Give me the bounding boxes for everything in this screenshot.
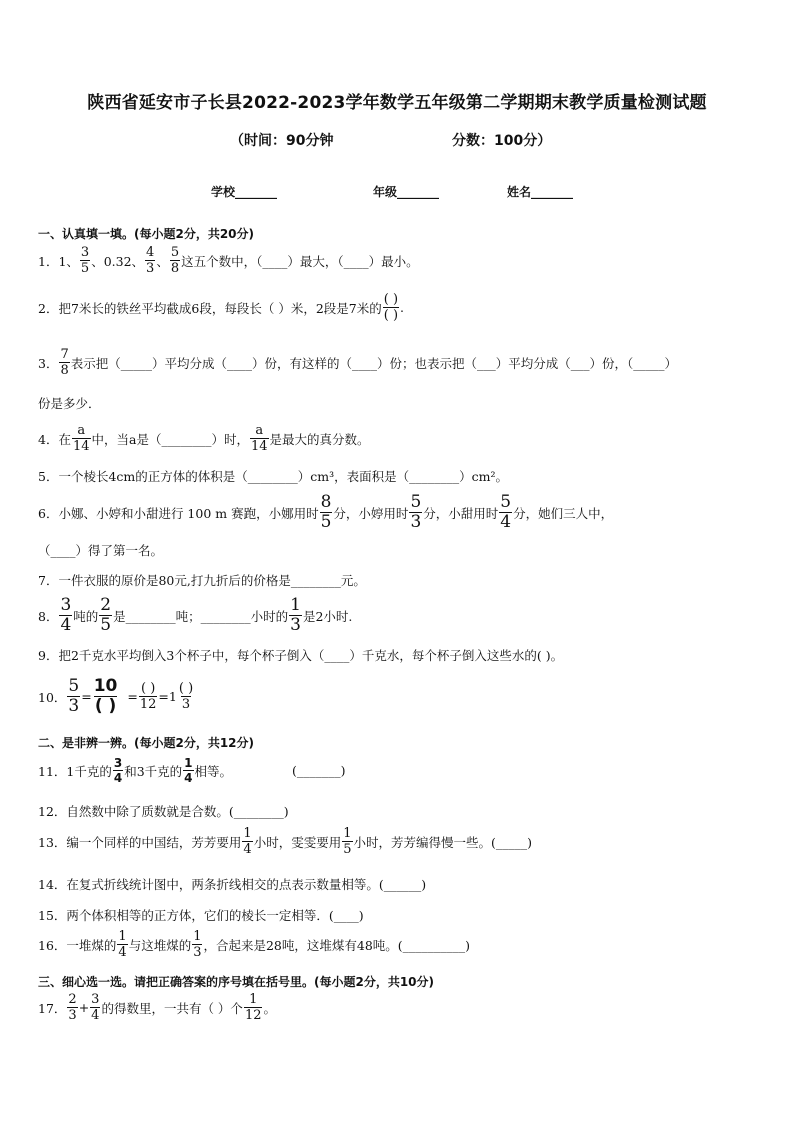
q1-fraction-2: $\frac{4}{3}$: [146, 245, 155, 276]
q10-fraction-3: $\frac{( )}{12}$: [139, 681, 157, 712]
q16-fraction-2: $\frac{1}{3}$: [193, 929, 202, 960]
question-12: 12．自然数中除了质数就是合数。(________): [38, 804, 289, 819]
q2-fraction-blank: $\frac{( )}{( )}$: [383, 292, 399, 323]
question-11: 11．1千克的 $\frac{3}{4}$ 和3千克的 $\frac{1}{4}$ 相等。 (_______): [38, 756, 346, 785]
section-1-heading: 一、认真填一填。(每小题2分，共20分): [38, 227, 255, 241]
question-13: 13．编一个同样的中国结，芳芳要用 $\frac{1}{4}$ 小时，雯雯要用 $\frac{1}{5}$ 小时，芳芳编得慢一些。(_____): [38, 826, 533, 857]
question-10: 10． $\frac{5}{3}$ = $\frac{10}{( )}$ = $\frac{( )}{12}$ =1 $\frac{( )}{3}$: [38, 676, 194, 716]
question-6-line-2: （____）得了第一名。: [38, 543, 164, 558]
exam-time: （时间：90分钟: [230, 133, 334, 149]
q17-fraction-2: $\frac{3}{4}$: [91, 992, 100, 1023]
q3-fraction: $\frac{7}{8}$: [60, 347, 69, 378]
q6-fraction-2: $\frac{5}{3}$: [410, 492, 422, 532]
q1-text: 1．1、: [38, 253, 79, 269]
q10-fraction-4: $\frac{( )}{3}$: [178, 681, 194, 712]
question-16: 16．一堆煤的 $\frac{1}{4}$ 与这堆煤的 $\frac{1}{3}$ ，合起来是28吨，这堆煤有48吨。(__________): [38, 929, 471, 960]
q17-fraction-3: $\frac{1}{12}$: [244, 992, 262, 1023]
q6-fraction-3: $\frac{5}{4}$: [500, 492, 512, 532]
grade-field: 年级_______: [373, 185, 440, 199]
question-17: 17． $\frac{2}{3}$ + $\frac{3}{4}$ 的得数里，一共有（ ）个 $\frac{1}{12}$ 。: [38, 992, 276, 1023]
section-3-heading: 三、细心选一选。请把正确答案的序号填在括号里。(每小题2分，共10分): [38, 975, 435, 989]
q16-fraction-1: $\frac{1}{4}$: [118, 929, 127, 960]
q10-fraction-1: $\frac{5}{3}$: [68, 676, 80, 716]
question-14: 14．在复式折线统计图中，两条折线相交的点表示数量相等。(______): [38, 877, 427, 892]
question-7: 7．一件衣服的原价是80元,打九折后的价格是________元。: [38, 573, 366, 588]
q8-fraction-3: $\frac{1}{3}$: [290, 595, 301, 635]
q11-fraction-1: $\frac{3}{4}$: [113, 756, 123, 785]
q3-text: 表示把（_____）平均分成（____）份，有这样的（____）份；也表示把（___）平均分成（___）份，（_____）: [70, 355, 677, 371]
question-3: 3． $\frac{7}{8}$ 表示把（_____）平均分成（____）份，有这样的（____）份；也表示把（___）平均分成（___）份，（_____）: [38, 347, 677, 378]
question-8: 8． $\frac{3}{4}$ 吨的 $\frac{2}{5}$ 是________吨；________小时的 $\frac{1}{3}$ 是2小时.: [38, 595, 353, 635]
q1-text: 这五个数中，（____）最大，（____）最小。: [181, 253, 419, 269]
q1-text: 、: [156, 253, 169, 269]
q2-text: 2．把7米长的铁丝平均截成6段，每段长（ ）米，2段是7米的: [38, 300, 382, 316]
q17-fraction-1: $\frac{2}{3}$: [68, 992, 77, 1023]
q4-fraction: $\frac{a}{14}$: [250, 423, 268, 454]
q6-fraction-1: $\frac{8}{5}$: [320, 492, 332, 532]
question-3-line-2: 份是多少．: [38, 396, 101, 411]
q1-fraction-1: $\frac{3}{5}$: [80, 245, 90, 276]
question-4: 4．在 $\frac{a}{14}$ 中，当a是（________）时， $\frac{a}{14}$ 是最大的真分数。: [38, 423, 370, 454]
section-2-heading: 二、是非辨一辨。(每小题2分，共12分): [38, 736, 255, 750]
q13-fraction-2: $\frac{1}{5}$: [343, 826, 352, 857]
school-field: 学校_______: [211, 185, 278, 199]
question-9: 9．把2千克水平均倒入3个杯子中，每个杯子倒入（____）千克水，每个杯子倒入这些水的( )。: [38, 648, 564, 663]
q4-fraction: $\frac{a}{14}$: [72, 423, 90, 454]
question-5: 5．一个棱长4cm的正方体的体积是（________）cm³，表面积是（________）cm²。: [38, 469, 508, 484]
q8-fraction-1: $\frac{3}{4}$: [60, 595, 72, 635]
exam-score: 分数：100分）: [452, 133, 552, 149]
question-2: 2．把7米长的铁丝平均截成6段，每段长（ ）米，2段是7米的 $\frac{( )}{( )}$ .: [38, 292, 405, 323]
question-6: 6．小娜、小婷和小甜进行 100 m 赛跑，小娜用时 $\frac{8}{5}$ 分，小婷用时 $\frac{5}{3}$ 分，小甜用时 $\frac{5}{4}$ 分，她们三人中，: [38, 492, 614, 532]
q1-text: 、0.32、: [91, 253, 145, 269]
q10-fraction-2: $\frac{10}{( )}$: [93, 676, 118, 716]
q8-fraction-2: $\frac{2}{5}$: [100, 595, 112, 635]
name-field: 姓名_______: [507, 185, 574, 199]
question-15: 15．两个体积相等的正方体，它们的棱长一定相等．(____): [38, 908, 364, 923]
page-title: 陕西省延安市子长县2022-2023学年数学五年级第二学期期末教学质量检测试题: [87, 93, 707, 113]
q11-fraction-2: $\frac{1}{4}$: [184, 756, 193, 785]
question-1: [38, 246, 419, 275]
q13-fraction-1: $\frac{1}{4}$: [243, 826, 252, 857]
q1-fraction-3: $\frac{5}{8}$: [170, 245, 180, 276]
